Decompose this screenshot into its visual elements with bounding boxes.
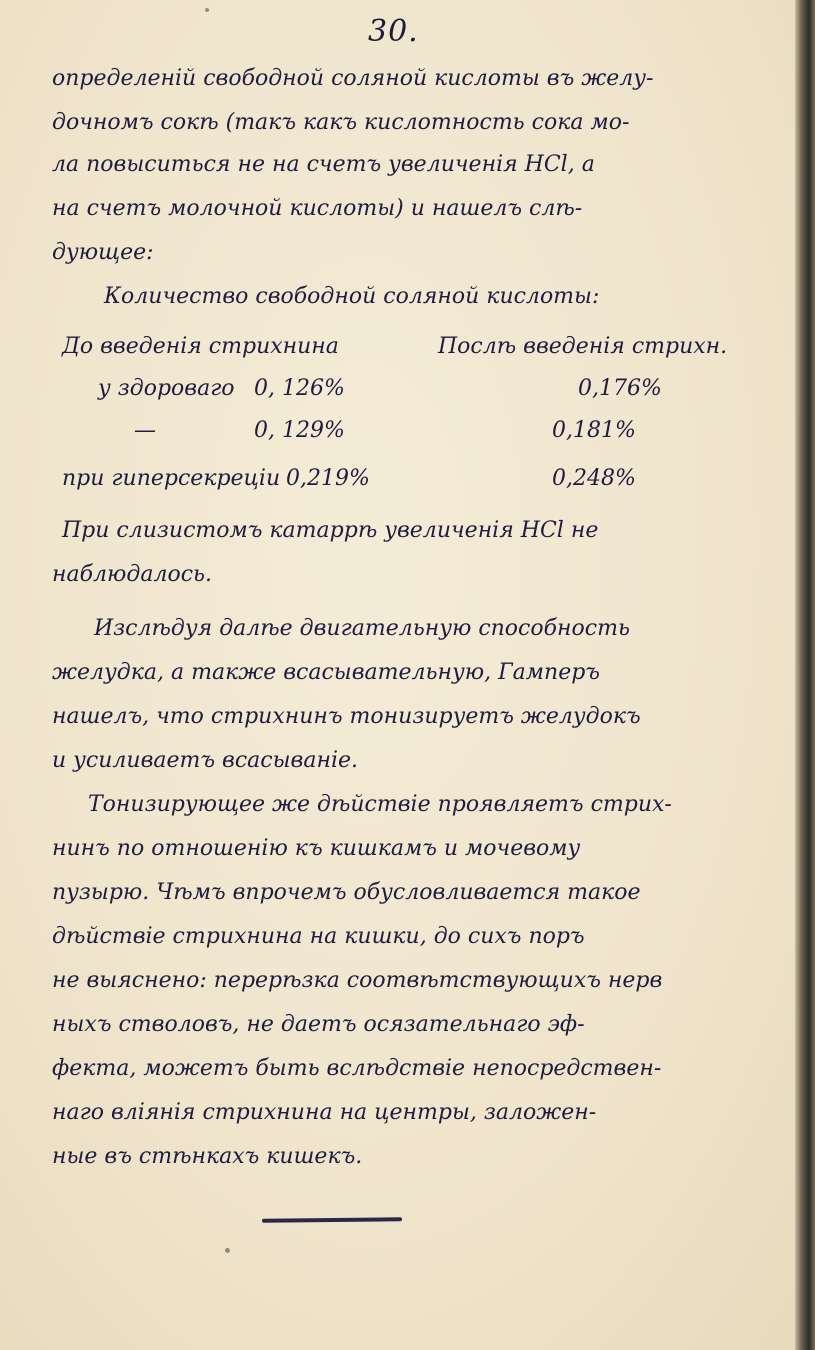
text-line: не выяснено: перерѣзка соотвѣтствующихъ нерв [52,968,663,993]
table-header-after: Послѣ введенія стрихн. [438,334,728,359]
text-line: дующее: [52,240,154,265]
text-line: определеній свободной соляной кислоты въ желу- [52,66,654,91]
table-title: Количество свободной соляной кислоты: [104,284,600,309]
table-cell-after: 0,248% [552,466,636,491]
paper-speck [205,8,209,12]
text-line: ныхъ стволовъ, не даетъ осязательнаго эф- [52,1012,585,1037]
table-cell-before: 0, 129% [254,418,345,443]
paper-speck [225,1248,230,1253]
table-cell-before: 0, 126% [254,376,345,401]
table-cell-before: 0,219% [286,466,370,491]
text-line: нашелъ, что стрихнинъ тонизируетъ желудокъ [52,704,641,729]
table-row-label: при гиперсекреціи [62,466,281,491]
table-cell-after: 0,176% [578,376,662,401]
text-line: Тонизирующее же дѣйствіе проявляетъ стрих- [88,792,672,817]
text-line: на счетъ молочной кислоты) и нашелъ слѣ- [52,196,583,221]
table-row-label: — [134,418,156,443]
text-line: ла повыситься не на счетъ увеличенія HCl, а [52,152,595,177]
page-number: 30. [368,14,419,49]
book-binding-edge [795,0,815,1350]
text-line: дочномъ сокѣ (такъ какъ кислотность сока мо- [52,110,630,135]
text-line: и усиливаетъ всасываніе. [52,748,358,773]
text-line: наго вліянія стрихнина на центры, заложен- [52,1100,597,1125]
table-header-before: До введенія стрихнина [62,334,339,359]
text-line: пузырю. Чѣмъ впрочемъ обусловливается такое [52,880,641,905]
text-line: дѣйствіе стрихнина на кишки, до сихъ поръ [52,924,585,949]
table-cell-after: 0,181% [552,418,636,443]
text-line: наблюдалось. [52,562,213,587]
text-line: фекта, можетъ быть вслѣдствіе непосредствен- [52,1056,662,1081]
text-line: При слизистомъ катаррѣ увеличенія HCl не [62,518,599,543]
closing-flourish-line [262,1217,402,1222]
text-line: ные въ стѣнкахъ кишекъ. [52,1144,363,1169]
text-line: Изслѣдуя далѣе двигательную способность [94,616,630,641]
table-row-label: у здороваго [98,376,235,401]
text-line: нинъ по отношенію къ кишкамъ и мочевому [52,836,581,861]
text-line: желудка, а также всасывательную, Гамперъ [52,660,600,685]
